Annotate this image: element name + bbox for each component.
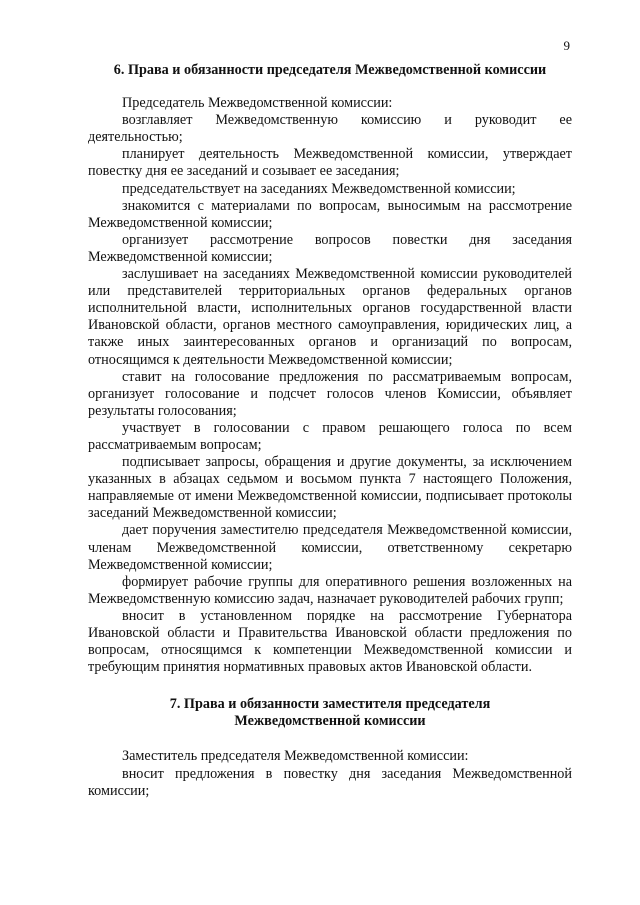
paragraph: подписывает запросы, обращения и другие документы, за исключением указанных в абзацах седьмом и восьмом пункта 7 настоящего Положения, направляемые от имени Межведомственной комиссии, подписывает протоколы заседаний Межведомственной комиссии; [88, 454, 572, 522]
paragraph: председательствует на заседаниях Межведомственной комиссии; [122, 180, 516, 197]
paragraph: заслушивает на заседаниях Межведомственной комиссии руководителей или представителей территориальных органов федеральных органов исполнительной власти, исполнительных органов государственной власти Ивановской области, органов местного самоуправления, юридических лиц, а также иных заинтересованных органов и организаций по вопросам, относящимся к деятельности Межведомственной комиссии; [88, 266, 572, 368]
paragraph: дает поручения заместителю председателя Межведомственной комиссии, членам Межведомственной комиссии, ответственному секретарю Межведомственной комиссии; [88, 522, 572, 573]
paragraph: формирует рабочие группы для оперативного решения возложенных на Межведомственную комиссию задач, назначает руководителей рабочих групп; [88, 573, 572, 607]
paragraph: вносит в установленном порядке на рассмотрение Губернатора Ивановской области и Правительства Ивановской области предложения по вопросам, относящимся к компетенции Межведомственной комиссии и требующим принятия нормативных правовых актов Ивановской области. [88, 607, 572, 676]
paragraph: участвует в голосовании с правом решающего голоса по всем рассматриваемым вопросам; [88, 419, 572, 453]
document-body [88, 62, 572, 800]
paragraph: организует рассмотрение вопросов повестки дня заседания Межведомственной комиссии; [88, 231, 572, 265]
section-heading-line-1: 7. Права и обязанности заместителя председателя [169, 696, 491, 713]
paragraph: ставит на голосование предложения по рассматриваемым вопросам, организует голосование и подсчет голосов членов Комиссии, объявляет результаты голосования; [88, 368, 572, 419]
paragraph: знакомится с материалами по вопросам, выносимым на рассмотрение Межведомственной комиссии; [88, 197, 572, 231]
paragraph: Заместитель председателя Межведомственной комиссии: [122, 748, 469, 765]
paragraph: вносит предложения в повестку дня заседания Межведомственной комиссии; [88, 765, 572, 799]
paragraph: планирует деятельность Межведомственной комиссии, утверждает повестку дня ее заседаний и созывает ее заседания; [88, 146, 572, 180]
page-number: 9 [563, 38, 570, 53]
paragraph: возглавляет Межведомственную комиссию и руководит ее деятельностью; [88, 112, 572, 146]
section-heading: 6. Права и обязанности председателя Межведомственной комиссии [113, 62, 547, 78]
section-heading-line-2: Межведомственной комиссии [234, 713, 426, 730]
section-heading [88, 696, 572, 730]
section-6 [88, 62, 572, 676]
paragraph: Председатель Межведомственной комиссии: [122, 95, 393, 112]
section-7 [88, 696, 572, 799]
